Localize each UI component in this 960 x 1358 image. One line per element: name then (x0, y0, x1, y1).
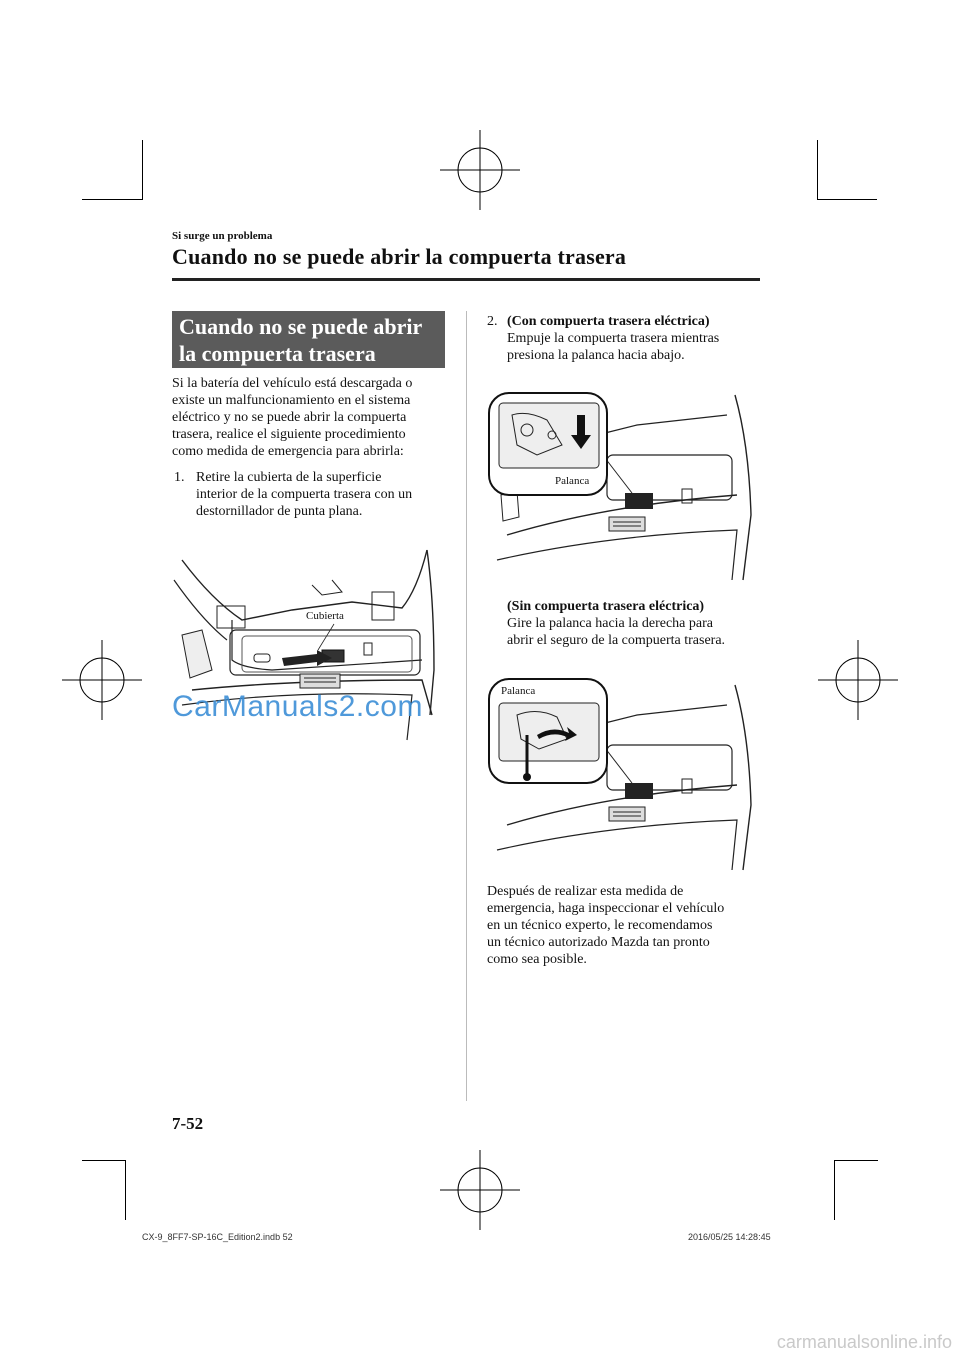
intro-line: eléctrico y no se puede abrir la compuerta (172, 410, 407, 425)
step-2b (507, 598, 767, 649)
lever-manual-illustration (487, 675, 763, 875)
closing-line: Después de realizar esta medida de (487, 884, 684, 899)
closing-line: un técnico autorizado Mazda tan pronto (487, 935, 710, 950)
crop-mark (834, 1160, 835, 1220)
site-watermark: carmanualsonline.info (776, 1332, 952, 1352)
lever-label-electric: Palanca (555, 475, 590, 487)
section-heading-box (172, 311, 445, 368)
crop-mark (125, 1160, 126, 1220)
carmanuals-watermark: CarManuals2.com (172, 690, 423, 723)
footer-filename: CX-9_8FF7-SP-16C_Edition2.indb 52 (142, 1232, 293, 1242)
title-rule (172, 278, 760, 281)
crop-mark (817, 199, 877, 200)
crop-mark (817, 140, 818, 200)
closing-line: emergencia, haga inspeccionar el vehículo (487, 901, 725, 916)
footer-timestamp: 2016/05/25 14:28:45 (688, 1232, 771, 1242)
registration-mark-right (818, 640, 898, 720)
page-number: 7-52 (172, 1114, 204, 1133)
section-heading-line: Cuando no se puede abrir (179, 314, 423, 339)
lever-label-manual: Palanca (501, 685, 536, 697)
step-line: destornillador de punta plana. (196, 504, 363, 519)
crop-mark (82, 199, 142, 200)
page-title: Cuando no se puede abrir la compuerta trasera (172, 244, 627, 269)
step-number: 2. (487, 314, 498, 329)
step-line: abrir el seguro de la compuerta trasera. (507, 633, 726, 648)
step-1 (172, 469, 462, 520)
registration-mark-bottom (440, 1150, 520, 1230)
step-number: 1. (174, 470, 185, 485)
crop-mark (82, 1160, 126, 1161)
closing-line: como sea posible. (487, 952, 587, 967)
column-divider (466, 311, 467, 1101)
intro-line: Si la batería del vehículo está descargada o (172, 376, 413, 391)
step-line: Gire la palanca hacia la derecha para (507, 616, 713, 631)
intro-line: como medida de emergencia para abrirla: (172, 444, 404, 459)
registration-mark-top (440, 130, 520, 210)
lever-electric-illustration (487, 385, 763, 585)
step-line: interior de la compuerta trasera con un (196, 487, 413, 502)
step-heading: (Con compuerta trasera eléctrica) (507, 314, 710, 329)
step-line: Empuje la compuerta trasera mientras (507, 331, 720, 346)
cover-label: Cubierta (306, 610, 344, 622)
section-heading-line: la compuerta trasera (179, 341, 376, 366)
intro-line: trasera, realice el siguiente procedimiento (172, 427, 406, 442)
intro-line: existe un malfuncionamiento en el sistema (172, 393, 411, 408)
step-heading: (Sin compuerta trasera eléctrica) (507, 599, 705, 614)
crop-mark (834, 1160, 878, 1161)
closing-line: en un técnico experto, le recomendamos (487, 918, 713, 933)
intro-paragraph (172, 375, 462, 460)
section-label: Si surge un problema (172, 230, 273, 242)
closing-paragraph (487, 883, 767, 968)
step-line: presiona la palanca hacia abajo. (507, 348, 685, 363)
step-2 (487, 313, 767, 364)
step-line: Retire la cubierta de la superficie (196, 470, 382, 485)
crop-mark (142, 140, 143, 200)
registration-mark-left (62, 640, 142, 720)
